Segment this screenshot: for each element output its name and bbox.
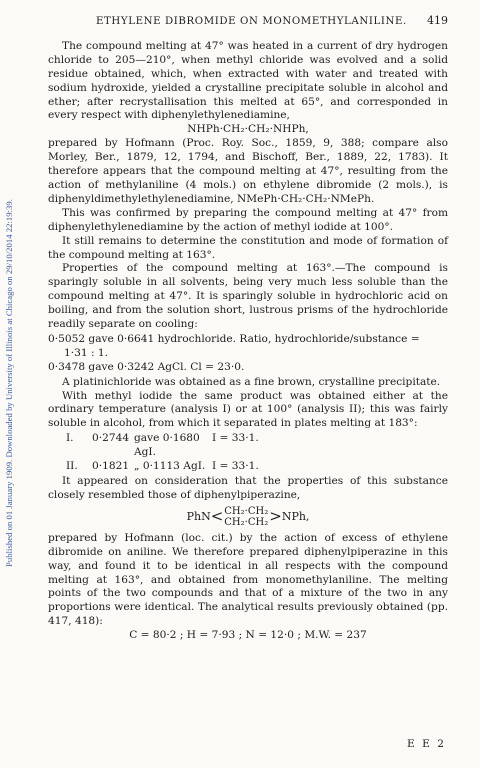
- formula-diphenylethylenediamine: NHPh·CH₂·CH₂·NHPh,: [187, 123, 309, 136]
- structure-chain-stack: [224, 506, 268, 528]
- structure-right: NPh,: [281, 509, 310, 523]
- paragraph-6: A platinichloride was obtained as a fine brown, crystalline precipitate.: [62, 375, 441, 388]
- page-number: 419: [427, 14, 448, 27]
- paragraph-8: It appeared on consideration that the properties of this substance closely resembled those of diphenylpiperazine,: [48, 475, 448, 501]
- structure-right-bracket: >: [269, 507, 282, 526]
- analysis-row-value: I = 33·1.: [212, 432, 259, 445]
- analysis-row-label: I.: [66, 432, 74, 445]
- analysis-hydrochloride: [48, 333, 448, 375]
- analysis-row-mass: 0·2744: [92, 432, 130, 445]
- paragraph-4: It still remains to determine the constitution and mode of formation of the compound melting at 163°.: [48, 234, 448, 261]
- paragraph-7: With methyl iodide the same product was obtained either at the ordinary temperature (analysis I) or at 100° (analysis II); this was fairly soluble in alcohol, from which it separated in plates melting at 183°:: [48, 389, 448, 430]
- structure-bottom-chain: CH₂·CH₂: [224, 516, 269, 528]
- running-title: ETHYLENE DIBROMIDE ON MONOMETHYLANILINE.: [96, 16, 407, 27]
- analysis-row-mass: 0·1821: [92, 460, 130, 473]
- analysis-row: [48, 432, 448, 460]
- structure-top-chain: CH₂·CH₂: [224, 505, 269, 517]
- structure-left-bracket: <: [210, 507, 224, 526]
- analysis-hydrochloride-line1: 0·5052 gave 0·6641 hydrochloride. Ratio, hydrochloride/substance =: [48, 332, 420, 345]
- analysis-row-label: II.: [66, 460, 78, 473]
- paragraph-3: This was confirmed by preparing the compound melting at 47° from diphenylethylenediamine by the action of methyl iodide at 100°.: [48, 206, 448, 233]
- paragraph-2: prepared by Hofmann (Proc. Roy. Soc., 1859, 9, 388; compare also Morley, Ber., 1879, 12, 1794, and Bischoff, Ber., 1889, 22, 1783). It therefore appears that the compound melting at 47°, resulting from the action of methylaniline (4 mols.) on ethylene dibromide (2 mols.), is diphenyldimethylethylenediamine, NMePh·CH₂·CH₂·NMePh.: [48, 137, 448, 205]
- analysis-hydrochloride-line2: 1·31 : 1.: [64, 346, 108, 359]
- structure-left: PhN: [186, 509, 211, 523]
- piperazine-structure: [48, 506, 448, 528]
- download-watermark-text: Published on 01 January 1909. Downloaded by University of Illinois at Chicago on 29/10/2014 22:19:39.: [4, 199, 14, 567]
- page-body: [48, 14, 448, 643]
- paragraph-5: Properties of the compound melting at 163°.—The compound is sparingly soluble in all solvents, being very much less soluble than the compound melting at 47°. It is sparingly soluble in hydrochloric acid on boiling, and from the solution short, lustrous prisms of the hydrochloride readily separate on cooling:: [48, 262, 448, 331]
- analysis-row: [48, 460, 448, 474]
- analysis-row-result: „ 0·1113 AgI.: [134, 460, 206, 473]
- analysis-row-value: I = 33·1.: [212, 460, 259, 473]
- paragraph-1: The compound melting at 47° was heated in a current of dry hydrogen chloride to 205—210°, when methyl chloride was evolved and a solid residue obtained, which, when extracted with water and treated with sodium hydroxide, yielded a crystalline precipitate soluble in alcohol and ether; after recrystallisation this melted at 65°, and corresponded in every respect with diphenylethylenediamine,: [48, 39, 448, 122]
- signature-mark: E E 2: [407, 738, 446, 750]
- download-watermark: [3, 38, 15, 728]
- analysis-row-result: gave 0·1680 AgI.: [134, 432, 200, 459]
- paragraph-9: prepared by Hofmann (loc. cit.) by the action of excess of ethylene dibromide on aniline. We therefore prepared diphenylpiperazine in this way, and found it to be identical in all respects with the compound melting at 163°, and obtained from monomethylaniline. The melting points of the two compounds and that of a mixture of the two in any proportions were identical. The analytical results previously obtained (pp. 417, 418):: [48, 531, 448, 628]
- analysis-chlorine: 0·3478 gave 0·3242 AgCl. Cl = 23·0.: [48, 360, 245, 373]
- formula-analysis-results: C = 80·2 ; H = 7·93 ; N = 12·0 ; M.W. = 237: [129, 629, 367, 642]
- running-header: [48, 14, 448, 29]
- analysis-iodide-table: [48, 432, 448, 474]
